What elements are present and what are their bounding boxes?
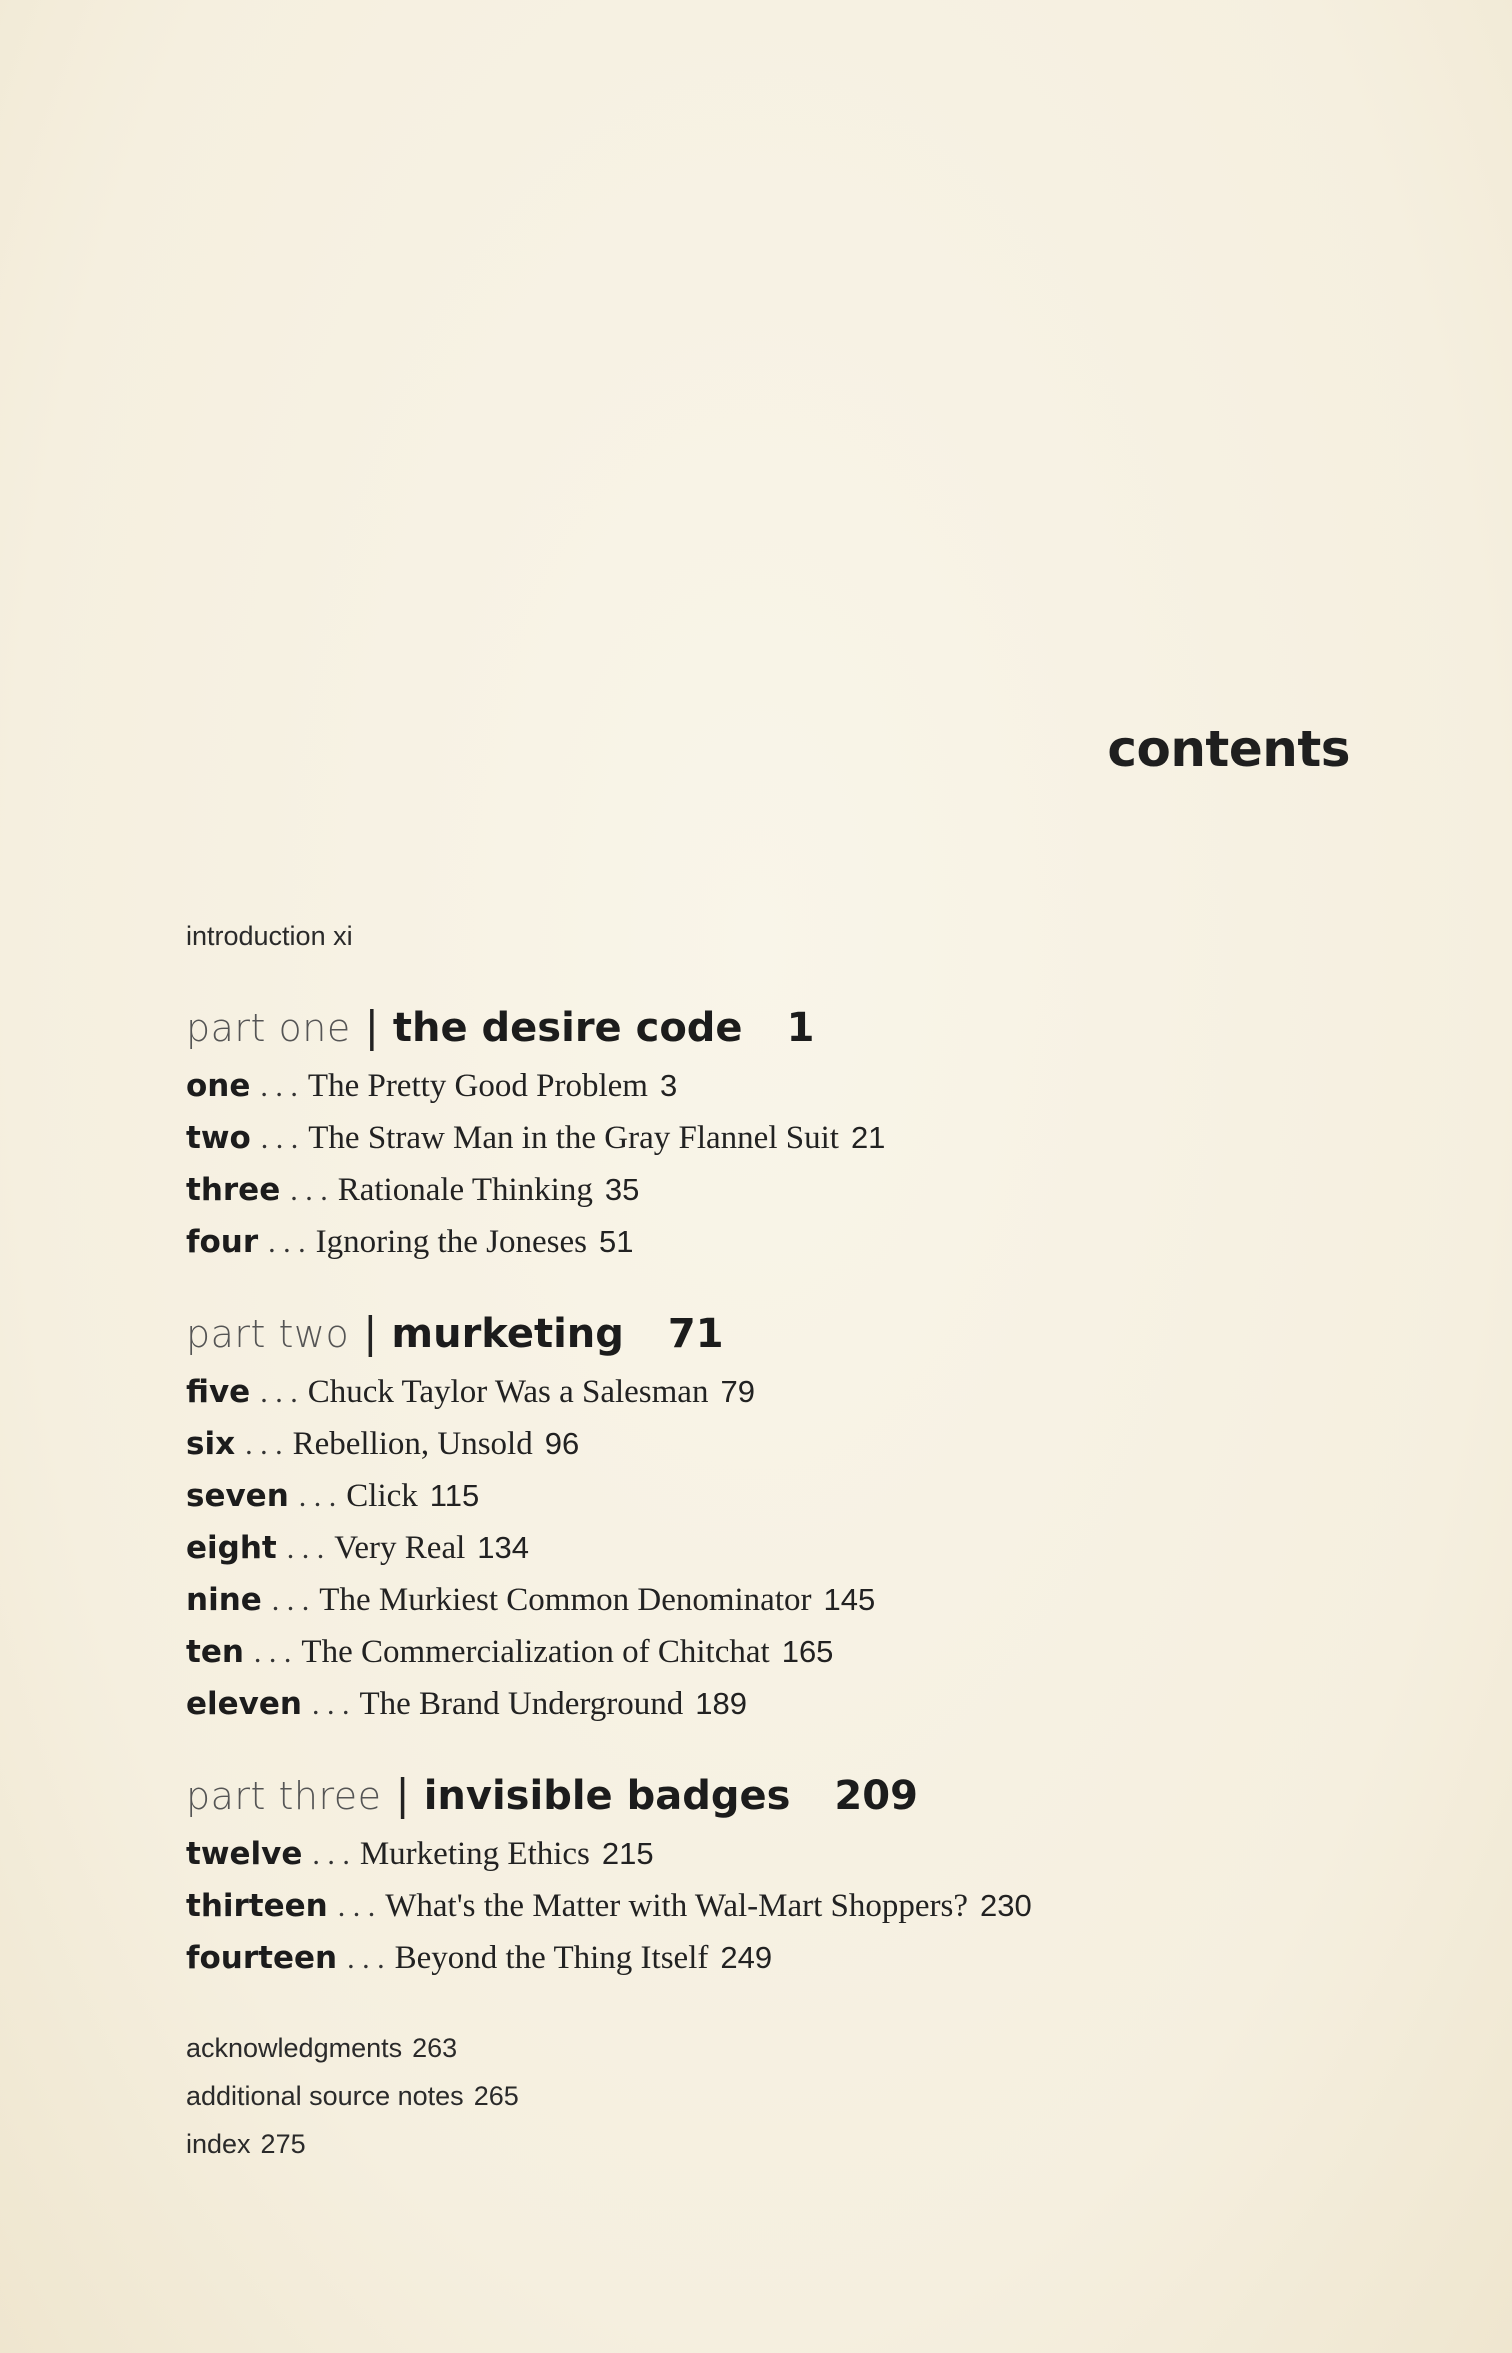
chapter-entry — [186, 1216, 1386, 1268]
chapter-number: two — [186, 1120, 251, 1156]
part-separator: | — [364, 1002, 379, 1051]
part-label: part one — [186, 1006, 351, 1050]
back-matter-label: index — [186, 2129, 251, 2159]
introduction-page: xi — [333, 921, 353, 951]
chapter-entry — [186, 1678, 1386, 1730]
back-matter — [186, 2024, 1386, 2168]
chapter-number: ten — [186, 1634, 244, 1670]
chapter-page: 215 — [601, 1836, 654, 1871]
leader-dots: . . . — [312, 1838, 350, 1871]
chapter-entry — [186, 1626, 1386, 1678]
leader-dots: . . . — [337, 1890, 376, 1923]
back-matter-label: additional source notes — [186, 2081, 464, 2111]
chapter-number: five — [186, 1374, 251, 1410]
chapter-entry — [186, 1880, 1386, 1932]
leader-dots: . . . — [286, 1532, 325, 1565]
chapter-title: The Murkiest Common Denominator — [319, 1582, 812, 1618]
chapter-number: eleven — [186, 1686, 302, 1722]
leader-dots: . . . — [260, 1070, 298, 1103]
back-matter-label: acknowledgments — [186, 2033, 403, 2063]
chapter-number: fourteen — [186, 1940, 338, 1976]
leader-dots: . . . — [347, 1942, 385, 1975]
part-page: 71 — [667, 1311, 724, 1357]
leader-dots: . . . — [260, 1122, 299, 1155]
part-label: part two — [186, 1312, 350, 1356]
introduction-label: introduction — [186, 921, 326, 951]
chapter-page: 35 — [604, 1172, 640, 1207]
leader-dots: . . . — [271, 1584, 310, 1617]
leader-dots: . . . — [245, 1428, 283, 1461]
chapter-entry — [186, 1112, 1386, 1164]
chapter-title: What's the Matter with Wal-Mart Shoppers? — [385, 1888, 969, 1924]
part-title: murketing — [391, 1311, 624, 1357]
chapter-entry — [186, 1418, 1386, 1470]
back-matter-entry — [186, 2120, 1386, 2168]
leader-dots: . . . — [253, 1636, 292, 1669]
chapter-number: eight — [186, 1530, 277, 1566]
chapter-number: six — [186, 1426, 236, 1462]
chapter-entry — [186, 1366, 1386, 1418]
chapter-page: 96 — [544, 1426, 580, 1461]
part-separator: | — [363, 1308, 378, 1357]
part-heading — [186, 1762, 1386, 1828]
chapter-page: 230 — [980, 1888, 1032, 1923]
page-title: contents — [1107, 720, 1350, 778]
chapter-entry — [186, 1470, 1386, 1522]
part-title: invisible badges — [423, 1773, 791, 1819]
part-heading — [186, 994, 1386, 1060]
table-of-contents — [186, 912, 1386, 2168]
chapter-title: Ignoring the Joneses — [315, 1224, 587, 1260]
chapter-number: one — [186, 1068, 251, 1104]
chapter-page: 145 — [823, 1582, 876, 1617]
chapter-page: 249 — [720, 1940, 773, 1975]
chapter-page: 79 — [720, 1374, 755, 1409]
chapter-page: 21 — [850, 1120, 886, 1155]
part-separator: | — [395, 1770, 410, 1819]
part-page: 1 — [786, 1005, 815, 1051]
chapter-title: Beyond the Thing Itself — [394, 1940, 709, 1976]
leader-dots: . . . — [311, 1688, 350, 1721]
back-matter-entry — [186, 2072, 1386, 2120]
chapter-entry — [186, 1574, 1386, 1626]
leader-dots: . . . — [298, 1480, 337, 1513]
chapter-entry — [186, 1164, 1386, 1216]
chapter-number: thirteen — [186, 1888, 328, 1924]
chapter-page: 189 — [695, 1686, 748, 1721]
chapter-entry — [186, 1060, 1386, 1112]
chapter-number: three — [186, 1172, 281, 1208]
chapter-number: nine — [186, 1582, 262, 1618]
chapter-entry — [186, 1522, 1386, 1574]
introduction-entry — [186, 912, 1386, 960]
chapter-title: Murketing Ethics — [359, 1836, 590, 1872]
leader-dots: . . . — [290, 1174, 328, 1207]
chapter-title: The Straw Man in the Gray Flannel Suit — [308, 1120, 839, 1156]
chapter-number: seven — [186, 1478, 289, 1514]
chapter-title: Click — [346, 1478, 418, 1514]
chapter-title: The Pretty Good Problem — [307, 1068, 648, 1104]
back-matter-page: 265 — [473, 2081, 519, 2111]
part-page: 209 — [834, 1773, 918, 1819]
back-matter-page: 275 — [260, 2129, 306, 2159]
back-matter-page: 263 — [412, 2033, 458, 2063]
leader-dots: . . . — [260, 1376, 298, 1409]
part-title: the desire code — [392, 1005, 743, 1051]
chapter-page: 115 — [429, 1478, 480, 1513]
chapter-title: Rebellion, Unsold — [292, 1426, 533, 1462]
chapter-title: Very Real — [334, 1530, 466, 1566]
chapter-page: 165 — [781, 1634, 834, 1669]
chapter-page: 3 — [659, 1068, 678, 1103]
leader-dots: . . . — [268, 1226, 306, 1259]
chapter-page: 134 — [477, 1530, 530, 1565]
chapter-entry — [186, 1932, 1386, 1984]
back-matter-entry — [186, 2024, 1386, 2072]
chapter-page: 51 — [598, 1224, 634, 1259]
chapter-title: Chuck Taylor Was a Salesman — [307, 1374, 709, 1410]
chapter-number: four — [186, 1224, 259, 1260]
chapter-title: The Brand Underground — [359, 1686, 684, 1722]
part-label: part three — [186, 1774, 382, 1818]
chapter-entry — [186, 1828, 1386, 1880]
part-heading — [186, 1300, 1386, 1366]
chapter-title: Rationale Thinking — [337, 1172, 593, 1208]
chapter-title: The Commercialization of Chitchat — [301, 1634, 770, 1670]
chapter-number: twelve — [186, 1836, 303, 1872]
